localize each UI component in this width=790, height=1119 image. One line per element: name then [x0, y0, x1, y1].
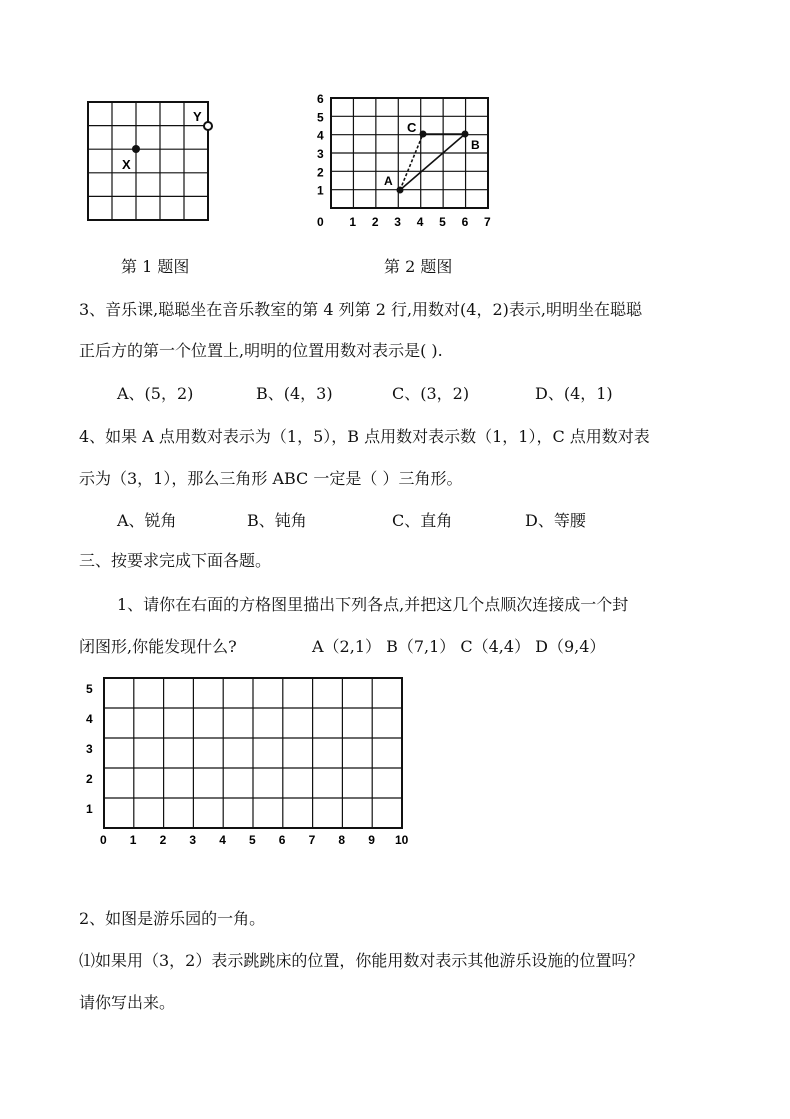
- task-2-line-1: 2、如图是游乐园的一角。: [79, 909, 266, 928]
- q3-line-2: 正后方的第一个位置上,明明的位置用数对表示是( ).: [79, 341, 443, 360]
- plotting-grid-y-tick: 1: [86, 802, 93, 816]
- plotting-grid-y-tick: 2: [86, 772, 93, 786]
- figure-2-x-tick: 7: [484, 215, 491, 229]
- plotting-grid-x-tick: 2: [159, 833, 167, 847]
- figure-1-caption: 第 1 题图: [121, 257, 190, 276]
- q4-line-1: 4、如果 A 点用数对表示为（1，5），B 点用数对表示数（1，1），C 点用数对表: [79, 427, 650, 446]
- task-2-line-3: 请你写出来。: [79, 993, 176, 1012]
- figure-2-x-tick: 4: [416, 215, 424, 229]
- point-c-label: C: [407, 120, 417, 135]
- point-x-marker: [132, 145, 140, 153]
- plotting-grid-x-tick: 0: [100, 833, 107, 847]
- plotting-grid-x-tick: 1: [129, 833, 137, 847]
- figure-2-y-tick: 2: [317, 165, 324, 180]
- plotting-grid-y-tick: 5: [86, 682, 93, 696]
- q4-line-2: 示为（3，1），那么三角形 ABC 一定是（ ）三角形。: [79, 469, 463, 488]
- figure-2-x-tick: 6: [461, 215, 469, 229]
- plotting-grid-x-tick: 7: [308, 833, 316, 847]
- figure-2-x-tick: 5: [439, 215, 446, 229]
- q3-option-b: B、(4，3): [256, 384, 333, 403]
- q4-option-d: D、等腰: [525, 511, 586, 530]
- figure-1-grid: [86, 100, 226, 225]
- figure-2-y-tick: 5: [317, 110, 324, 125]
- q4-option-a: A、锐角: [117, 511, 177, 530]
- figure-2-x-tick: 0: [317, 215, 324, 229]
- section-3-heading: 三、按要求完成下面各题。: [79, 551, 272, 570]
- point-x-label: X: [122, 157, 131, 172]
- point-a-marker: [397, 187, 404, 194]
- plotting-grid-x-tick: 9: [368, 833, 375, 847]
- plotting-grid[interactable]: [80, 668, 420, 853]
- q3-option-c: C、(3，2): [392, 384, 470, 403]
- q3-line-1: 3、音乐课,聪聪坐在音乐教室的第 4 列第 2 行,用数对(4，2)表示,明明坐在聪聪: [79, 300, 642, 319]
- plotting-grid-x-tick: 3: [189, 833, 197, 847]
- point-b-label: B: [471, 138, 480, 152]
- figure-2-x-tick: 2: [371, 215, 379, 229]
- figure-2-grid: [308, 88, 498, 233]
- plotting-grid-x-tick: 10: [395, 833, 409, 847]
- figure-2-y-tick: 1: [317, 183, 324, 198]
- figure-2-y-tick: 6: [317, 92, 324, 106]
- figure-1-border: [88, 102, 208, 220]
- point-a-label: A: [384, 174, 393, 188]
- figure-2-y-tick: 3: [317, 147, 324, 161]
- plotting-grid-y-tick: 4: [86, 712, 93, 726]
- plotting-grid-x-tick: 5: [249, 833, 256, 847]
- plotting-grid-y-tick: 3: [86, 742, 93, 756]
- figure-2-x-tick: 1: [349, 215, 357, 229]
- figure-2-caption: 第 2 题图: [384, 257, 453, 276]
- point-y-label: Y: [193, 109, 202, 124]
- figure-2-x-tick: 3: [394, 215, 401, 229]
- segment-ab: [400, 134, 465, 190]
- point-c-marker: [420, 131, 427, 138]
- plotting-grid-x-tick: 4: [219, 833, 226, 847]
- plotting-grid-x-tick: 8: [338, 833, 346, 847]
- segment-ac: [400, 134, 423, 190]
- q4-option-c: C、直角: [392, 511, 453, 530]
- task-1-line-1: 1、请你在右面的方格图里描出下列各点,并把这几个点顺次连接成一个封: [117, 595, 629, 614]
- point-y-marker: [204, 122, 212, 130]
- task-1-points: A（2,1） B（7,1） C（4,4） D（9,4）: [312, 637, 606, 656]
- plotting-grid-x-tick: 6: [278, 833, 286, 847]
- q3-option-a: A、(5，2): [117, 384, 194, 403]
- task-2-line-2: ⑴如果用（3，2）表示跳跳床的位置，你能用数对表示其他游乐设施的位置吗？: [79, 951, 644, 970]
- q4-option-b: B、钝角: [247, 511, 307, 530]
- point-b-marker: [462, 131, 469, 138]
- q3-option-d: D、(4，1): [535, 384, 613, 403]
- task-1-line-2: 闭图形,你能发现什么?: [79, 637, 237, 656]
- figure-2-y-tick: 4: [317, 128, 324, 143]
